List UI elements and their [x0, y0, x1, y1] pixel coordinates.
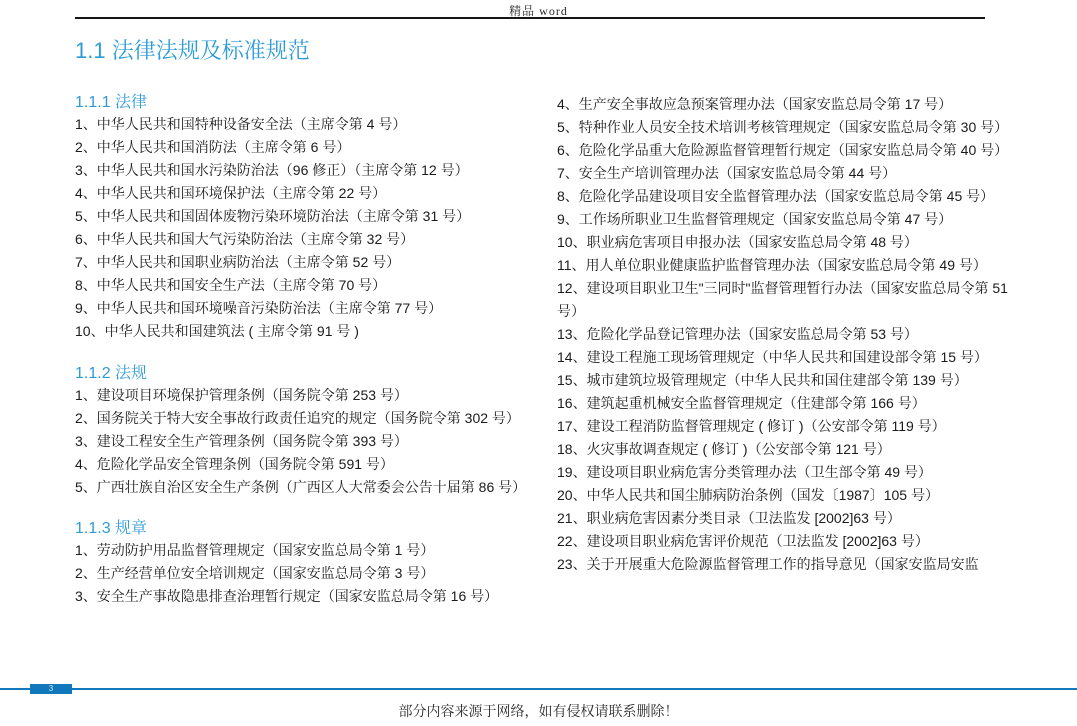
list-item: 5、广西壮族自治区安全生产条例（广西区人大常委会公告十届第 86 号） [75, 479, 527, 495]
section-regulations [75, 364, 543, 499]
list-item: 12、建设项目职业卫生"三同时"监督管理暂行办法（国家安监总局令第 51 号） [557, 280, 1008, 319]
regulations-list [75, 384, 543, 499]
header-label: 精品 word [509, 4, 568, 18]
list-item: 6、中华人民共和国大气污染防治法（主席令第 32 号） [75, 231, 415, 247]
footer-divider [0, 688, 1077, 690]
list-item: 13、危险化学品登记管理办法（国家安监总局令第 53 号） [557, 326, 918, 342]
list-item: 4、生产安全事故应急预案管理办法（国家安监总局令第 17 号） [557, 96, 953, 112]
section-rules [75, 519, 543, 608]
list-item: 8、中华人民共和国安全生产法（主席令第 70 号） [75, 277, 387, 293]
list-item: 2、中华人民共和国消防法（主席令第 6 号） [75, 139, 351, 155]
list-item: 1、建设项目环境保护管理条例（国务院令第 253 号） [75, 387, 408, 403]
list-item: 10、职业病危害项目申报办法（国家安监总局令第 48 号） [557, 234, 918, 250]
list-item: 7、安全生产培训管理办法（国家安监总局令第 44 号） [557, 165, 897, 181]
list-item: 6、危险化学品重大危险源监督管理暂行规定（国家安监总局令第 40 号） [557, 142, 1009, 158]
page-title: 1.1 法律法规及标准规范 [75, 38, 310, 63]
left-column [75, 30, 543, 608]
list-item: 4、危险化学品安全管理条例（国务院令第 591 号） [75, 456, 394, 472]
list-item: 5、特种作业人员安全技术培训考核管理规定（国家安监总局令第 30 号） [557, 119, 1009, 135]
list-item: 11、用人单位职业健康监护监督管理办法（国家安监总局令第 49 号） [557, 257, 987, 273]
list-item: 3、建设工程安全生产管理条例（国务院令第 393 号） [75, 433, 408, 449]
list-item: 14、建设工程施工现场管理规定（中华人民共和国建设部令第 15 号） [557, 349, 988, 365]
rules-list [75, 539, 543, 608]
section-heading-laws: 1.1.1 法律 [75, 94, 148, 111]
page-number-badge [30, 684, 72, 694]
footer-note: 部分内容来源于网络，如有侵权请联系删除！ [398, 705, 679, 720]
list-item: 20、中华人民共和国尘肺病防治条例（国发〔1987〕105 号） [557, 487, 939, 503]
list-item: 15、城市建筑垃圾管理规定（中华人民共和国住建部令第 139 号） [557, 372, 968, 388]
section-laws [75, 93, 543, 343]
page-number: 3 [48, 684, 54, 693]
list-item: 18、火灾事故调查规定 ( 修订 )（公安部令第 121 号） [557, 441, 891, 457]
list-item: 3、中华人民共和国水污染防治法（96 修正）（主席令第 12 号） [75, 162, 469, 178]
list-item: 1、劳动防护用品监督管理规定（国家安监总局令第 1 号） [75, 542, 435, 558]
rules-list-continued [557, 93, 1025, 576]
list-item: 22、建设项目职业病危害评价规范（卫法监发 [2002]63 号） [557, 533, 929, 549]
list-item: 8、危险化学品建设项目安全监督管理办法（国家安监总局令第 45 号） [557, 188, 995, 204]
list-item: 7、中华人民共和国职业病防治法（主席令第 52 号） [75, 254, 401, 270]
right-column [557, 30, 1025, 608]
list-item: 4、中华人民共和国环境保护法（主席令第 22 号） [75, 185, 387, 201]
list-item: 5、中华人民共和国固体废物污染环境防治法（主席令第 31 号） [75, 208, 471, 224]
list-item: 23、关于开展重大危险源监督管理工作的指导意见（国家安监局安监 [557, 556, 979, 572]
list-item: 9、中华人民共和国环境噪音污染防治法（主席令第 77 号） [75, 300, 443, 316]
list-item: 3、安全生产事故隐患排查治理暂行规定（国家安监总局令第 16 号） [75, 588, 499, 604]
list-item: 21、职业病危害因素分类目录（卫法监发 [2002]63 号） [557, 510, 901, 526]
list-item: 1、中华人民共和国特种设备安全法（主席令第 4 号） [75, 116, 407, 132]
section-heading-rules: 1.1.3 规章 [75, 520, 148, 537]
list-item: 9、工作场所职业卫生监督管理规定（国家安监总局令第 47 号） [557, 211, 953, 227]
laws-list [75, 113, 543, 343]
list-item: 17、建设工程消防监督管理规定 ( 修订 )（公安部令第 119 号） [557, 418, 946, 434]
list-item: 19、建设项目职业病危害分类管理办法（卫生部令第 49 号） [557, 464, 932, 480]
list-item: 10、中华人民共和国建筑法 ( 主席令第 91 号 ) [75, 323, 359, 339]
list-item: 2、生产经营单位安全培训规定（国家安监总局令第 3 号） [75, 565, 435, 581]
list-item: 16、建筑起重机械安全监督管理规定（住建部令第 166 号） [557, 395, 926, 411]
section-heading-regulations: 1.1.2 法规 [75, 365, 148, 382]
content-columns [75, 30, 1025, 608]
list-item: 2、国务院关于特大安全事故行政责任追究的规定（国务院令第 302 号） [75, 410, 520, 426]
header-divider [75, 17, 985, 19]
